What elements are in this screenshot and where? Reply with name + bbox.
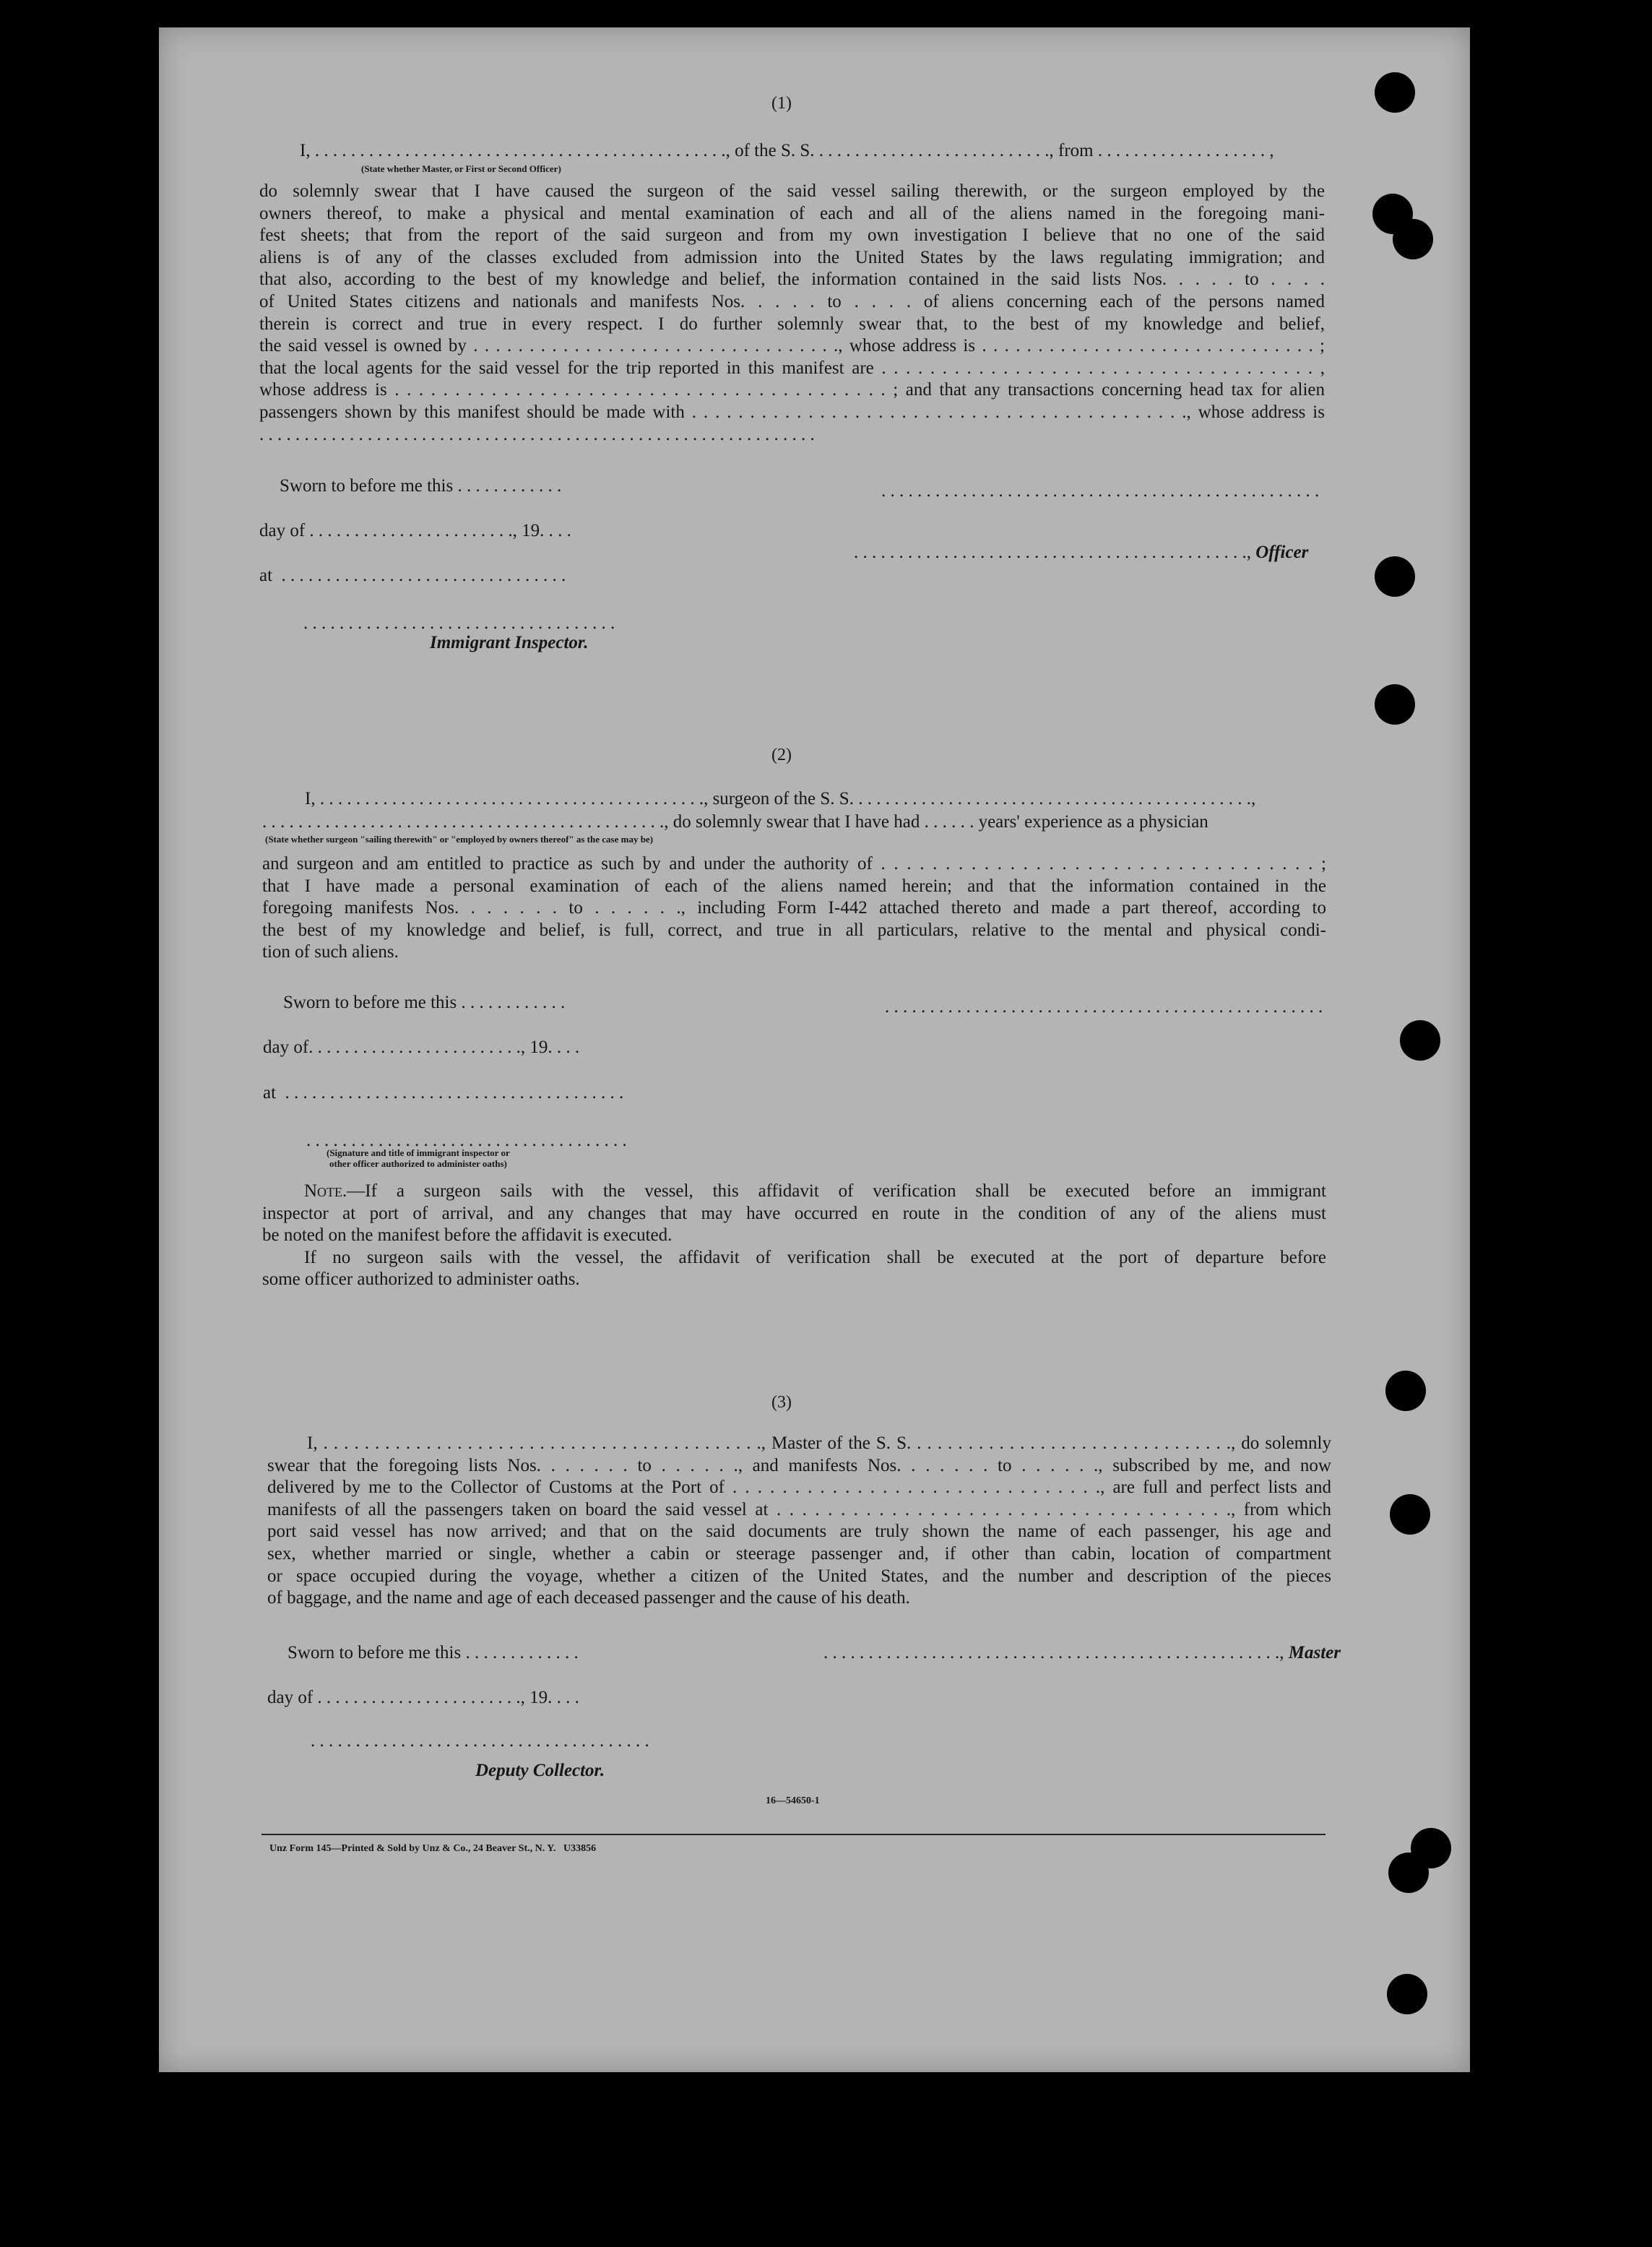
section-1-sworn-line: Sworn to before me this . . . . . . . . . . . . bbox=[280, 476, 562, 496]
oath-line: tion of such aliens. bbox=[262, 942, 399, 962]
section-3-sworn-line: Sworn to before me this . . . . . . . . . . . . . bbox=[287, 1643, 579, 1662]
oath-line: of United States citizens and nationals and manifests Nos. . . . . to . . . . of aliens concerning each of the persons named bbox=[259, 291, 1325, 311]
printer-footer: Unz Form 145—Printed & Sold by Unz & Co., 24 Beaver St., N. Y. U33856 bbox=[269, 1843, 597, 1854]
note-line: some officer authorized to administer oaths. bbox=[262, 1269, 580, 1290]
oath-line: and surgeon and am entitled to practice as such by and under the authority of . . . . . . . . . . . . . . . . . . . . . . . . . . . . . . . . . . ; bbox=[262, 854, 1326, 874]
oath-line: of baggage, and the name and age of each deceased passenger and the cause of his death. bbox=[267, 1588, 910, 1608]
form-page bbox=[159, 27, 1470, 2072]
oath-line: do solemnly swear that I have caused the surgeon of the said vessel sailing therewith, or the surgeon employed by the bbox=[259, 181, 1325, 201]
punch-hole bbox=[1388, 1853, 1429, 1893]
section-3-number: (3) bbox=[771, 1393, 792, 1412]
section-1-inspector-label: Immigrant Inspector. bbox=[430, 633, 589, 652]
section-2-at-line: at . . . . . . . . . . . . . . . . . . . . . . . . . . . . . . . . . . . . . . bbox=[263, 1083, 624, 1103]
oath-line: port said vessel has now arrived; and that on the said documents are truly shown the name of each passenger, his age and bbox=[267, 1522, 1331, 1542]
oath-line: aliens is of any of the classes excluded from admission into the United States by the laws regulating immigration; and bbox=[259, 247, 1325, 267]
section-1-inspector-line: . . . . . . . . . . . . . . . . . . . . . . . . . . . . . . . . . . . bbox=[303, 613, 615, 633]
section-3-day-line: day of . . . . . . . . . . . . . . . . . . . . . . ., 19. . . . bbox=[267, 1688, 579, 1707]
section-3-master-line: . . . . . . . . . . . . . . . . . . . . . . . . . . . . . . . . . . . . . . . . . . . . . . . . . . ., Master bbox=[823, 1643, 1341, 1662]
oath-line: or space occupied during the voyage, whether a citizen of the United States, and the number and description of the pieces bbox=[267, 1566, 1331, 1586]
oath-line: that the local agents for the said vessel for the trip reported in this manifest are . . . . . . . . . . . . . . . . . . . . . . . . . . . . . . . . . . . . , bbox=[259, 358, 1325, 378]
note-line: If no surgeon sails with the vessel, the affidavit of verification shall be executed at the port of departure before bbox=[304, 1247, 1326, 1267]
section-2-surgeon-note: (State whether surgeon "sailing therewith" or "employed by owners thereof" as the case may be) bbox=[265, 834, 654, 845]
section-1-officer-line: . . . . . . . . . . . . . . . . . . . . . . . . . . . . . . . . . . . . . . . . . . . ., Officer bbox=[854, 543, 1309, 562]
punch-hole bbox=[1390, 1494, 1430, 1535]
officer-label: Officer bbox=[1255, 543, 1309, 562]
section-2-sworn-line: Sworn to before me this . . . . . . . . . . . . bbox=[283, 993, 566, 1012]
punch-hole bbox=[1385, 1371, 1426, 1411]
punch-hole bbox=[1375, 72, 1415, 113]
section-2-day-line: day of. . . . . . . . . . . . . . . . . . . . . . . ., 19. . . . bbox=[263, 1038, 580, 1057]
oath-line: sex, whether married or single, whether a cabin or steerage passenger and, if other than cabin, location of compartment bbox=[267, 1543, 1331, 1564]
section-1-master-note: (State whether Master, or First or Second Officer) bbox=[361, 163, 561, 174]
section-2-inspector-line: . . . . . . . . . . . . . . . . . . . . . . . . . . . . . . . . . . . . bbox=[306, 1131, 627, 1150]
section-2-experience-line: . . . . . . . . . . . . . . . . . . . . . . . . . . . . . . . . . . . . . . . . . . . . ., do solemnly swear that I have had . . . . . . years' experience as a physician bbox=[262, 812, 1208, 832]
section-2-signature-line: . . . . . . . . . . . . . . . . . . . . . . . . . . . . . . . . . . . . . . . . . . . . . . . . . bbox=[885, 997, 1323, 1017]
punch-hole bbox=[1387, 1974, 1427, 2014]
footer-rule bbox=[261, 1834, 1326, 1835]
section-1-oath-text bbox=[259, 181, 1325, 446]
section-3-collector-label: Deputy Collector. bbox=[475, 1761, 605, 1780]
section-3-oath-text bbox=[267, 1433, 1331, 1610]
oath-line: the best of my knowledge and belief, is full, correct, and true in all particulars, relative to the mental and physical condi- bbox=[262, 920, 1326, 940]
oath-line: owners thereof, to make a physical and mental examination of each and all of the aliens named in the foregoing mani- bbox=[259, 203, 1325, 223]
oath-line: . . . . . . . . . . . . . . . . . . . . . . . . . . . . . . . . . . . . . . . . . . . . . . . . . . . . . . . . . . . . . . bbox=[259, 424, 815, 444]
oath-line: I, . . . . . . . . . . . . . . . . . . . . . . . . . . . . . . . . . . . . . . . . . . ., Master of the S. S. . . . . . . . . . . . . . . . . . . . . . . . . . . . . . . ., do solemnly bbox=[307, 1433, 1331, 1453]
punch-hole bbox=[1393, 219, 1433, 259]
oath-line: the said vessel is owned by . . . . . . . . . . . . . . . . . . . . . . . . . . . . . . . . ., whose address is . . . . . . . . . . . . . . . . . . . . . . . . . . . . . . ; bbox=[259, 336, 1325, 356]
section-1-declarant-line: I, . . . . . . . . . . . . . . . . . . . . . . . . . . . . . . . . . . . . . . . . . . . . . ., of the S. S. . . . . . . . . . . . . . . . . . . . . . . . . . ., from . . . . . . . . . . . . . . . . . . . , bbox=[300, 141, 1274, 160]
section-1-at-line: at . . . . . . . . . . . . . . . . . . . . . . . . . . . . . . . . bbox=[259, 566, 566, 585]
section-1-day-line: day of . . . . . . . . . . . . . . . . . . . . . . ., 19. . . . bbox=[259, 521, 571, 540]
oath-line: swear that the foregoing lists Nos. . . . . . . to . . . . . ., and manifests Nos. . . . . . . to . . . . . ., subscribed by me, and now bbox=[267, 1455, 1331, 1475]
section-2-signature-caption-1: (Signature and title of immigrant inspector or bbox=[326, 1147, 510, 1158]
section-1-number: (1) bbox=[771, 94, 792, 113]
master-label: Master bbox=[1288, 1643, 1341, 1662]
section-2-oath-text bbox=[262, 853, 1326, 964]
oath-line: passengers shown by this manifest should be made with . . . . . . . . . . . . . . . . . . . . . . . . . . . . . . . . . . . . . . . . . . ., whose address is bbox=[259, 402, 1325, 422]
punch-hole bbox=[1375, 556, 1415, 597]
oath-line: foregoing manifests Nos. . . . . . . to . . . . . ., including Form I-442 attached thereto and made a part thereof, according to bbox=[262, 898, 1326, 918]
oath-line: delivered by me to the Collector of Customs at the Port of . . . . . . . . . . . . . . . . . . . . . . . . . . . . . ., are full and perfect lists and bbox=[267, 1478, 1331, 1498]
oath-line: whose address is . . . . . . . . . . . . . . . . . . . . . . . . . . . . . . . . . . . . . . . . . ; and that any transactions concerning head tax for alien bbox=[259, 380, 1325, 400]
form-code: 16—54650-1 bbox=[766, 1795, 820, 1806]
oath-line: fest sheets; that from the report of the said surgeon and from my own investigation I believe that no one of the said bbox=[259, 225, 1325, 246]
note-line: inspector at port of arrival, and any changes that may have occurred en route in the condition of any of the aliens must bbox=[262, 1203, 1326, 1223]
punch-hole bbox=[1375, 684, 1415, 725]
note-line: Note.—If a surgeon sails with the vessel, this affidavit of verification shall be executed before an immigrant bbox=[304, 1181, 1326, 1201]
oath-line: therein is correct and true in every respect. I do further solemnly swear that, to the best of my knowledge and belief, bbox=[259, 314, 1325, 334]
note-line: be noted on the manifest before the affidavit is executed. bbox=[262, 1225, 673, 1246]
punch-hole bbox=[1400, 1020, 1440, 1061]
section-1-signature-line: . . . . . . . . . . . . . . . . . . . . . . . . . . . . . . . . . . . . . . . . . . . . . . . . . bbox=[881, 481, 1320, 501]
section-2-number: (2) bbox=[771, 746, 792, 764]
oath-line: that I have made a personal examination of each of the aliens named herein; and that the information contained in the bbox=[262, 876, 1326, 896]
oath-line: manifests of all the passengers taken on board the said vessel at . . . . . . . . . . . . . . . . . . . . . . . . . . . . . . . . . . . ., from which bbox=[267, 1499, 1331, 1519]
section-2-declarant-line: I, . . . . . . . . . . . . . . . . . . . . . . . . . . . . . . . . . . . . . . . . . . ., surgeon of the S. S. . . . . . . . . . . . . . . . . . . . . . . . . . . . . . . . . . . . . . . . . . . . ., bbox=[305, 789, 1256, 808]
oath-line: that also, according to the best of my knowledge and belief, the information contained in the said lists Nos. . . . . to . . . . bbox=[259, 269, 1325, 290]
section-2-note bbox=[262, 1181, 1326, 1291]
section-3-collector-line: . . . . . . . . . . . . . . . . . . . . . . . . . . . . . . . . . . . . . . bbox=[311, 1731, 649, 1751]
section-2-signature-caption-2: other officer authorized to administer oaths) bbox=[329, 1158, 507, 1169]
